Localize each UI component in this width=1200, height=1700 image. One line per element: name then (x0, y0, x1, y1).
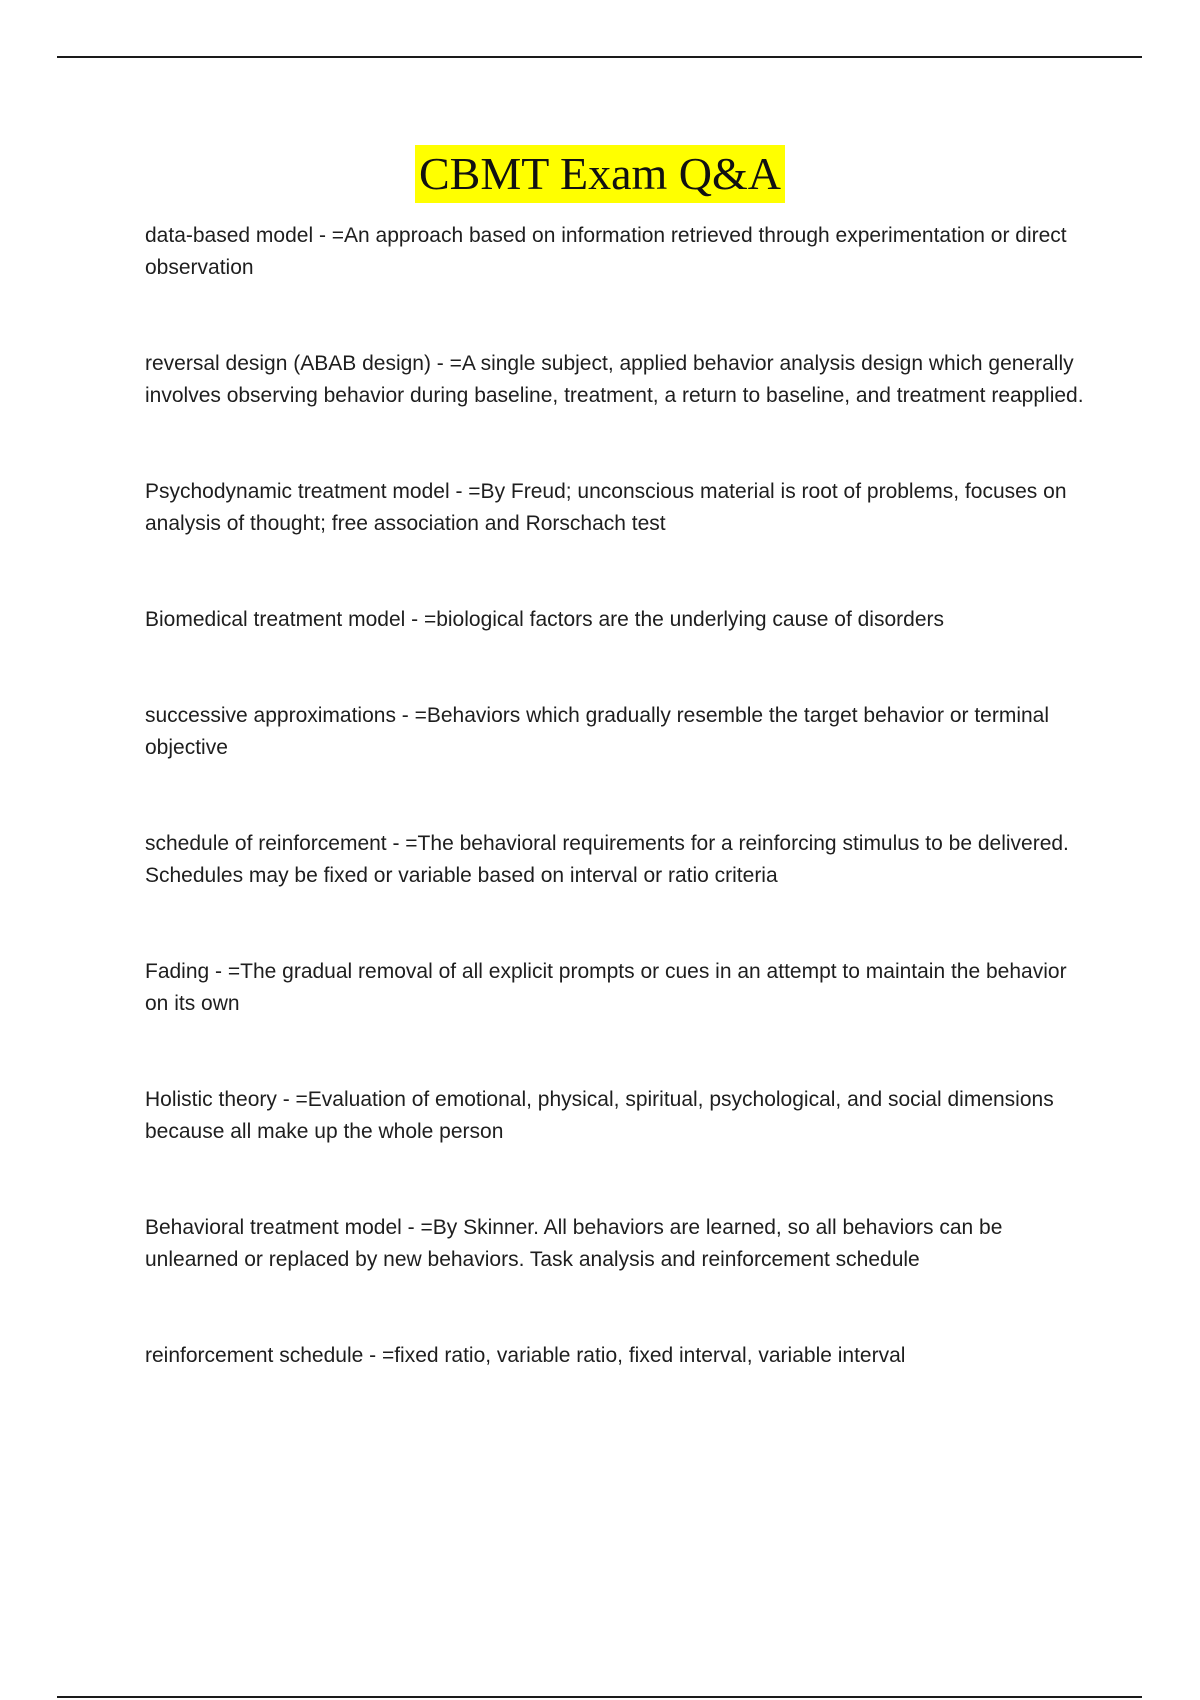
qa-item-data-based-model: data-based model - =An approach based on information retrieved through experimentation or direct observation (145, 224, 1073, 279)
qa-item-biomedical-model: Biomedical treatment model - =biological factors are the underlying cause of disorders (145, 608, 944, 631)
page-title: CBMT Exam Q&A (415, 145, 785, 203)
qa-item-schedule-of-reinforcement: schedule of reinforcement - =The behavioral requirements for a reinforcing stimulus to be delivered. Schedules may be fixed or variable based on interval or ratio criteria (145, 832, 1075, 887)
qa-item-successive-approximations: successive approximations - =Behaviors which gradually resemble the target behavior or terminal objective (145, 704, 1055, 759)
qa-item-psychodynamic-model: Psychodynamic treatment model - =By Freud; unconscious material is root of problems, focuses on analysis of thought; free association and Rorschach test (145, 480, 1073, 535)
title-container (0, 145, 1200, 203)
qa-item-reversal-design: reversal design (ABAB design) - =A single subject, applied behavior analysis design which generally involves observing behavior during baseline, treatment, a return to baseline, and treatment reapplied. (145, 352, 1084, 407)
qa-item-holistic-theory: Holistic theory - =Evaluation of emotional, physical, spiritual, psychological, and social dimensions because all make up the whole person (145, 1088, 1060, 1143)
qa-item-reinforcement-schedule: reinforcement schedule - =fixed ratio, variable ratio, fixed interval, variable interval (145, 1344, 906, 1367)
qa-list (145, 220, 1095, 1372)
top-rule (57, 56, 1142, 58)
qa-item-fading: Fading - =The gradual removal of all explicit prompts or cues in an attempt to maintain the behavior on its own (145, 960, 1073, 1015)
bottom-rule (57, 1696, 1142, 1698)
qa-item-behavioral-model: Behavioral treatment model - =By Skinner. All behaviors are learned, so all behaviors can be unlearned or replaced by new behaviors. Task analysis and reinforcement schedule (145, 1216, 1009, 1271)
